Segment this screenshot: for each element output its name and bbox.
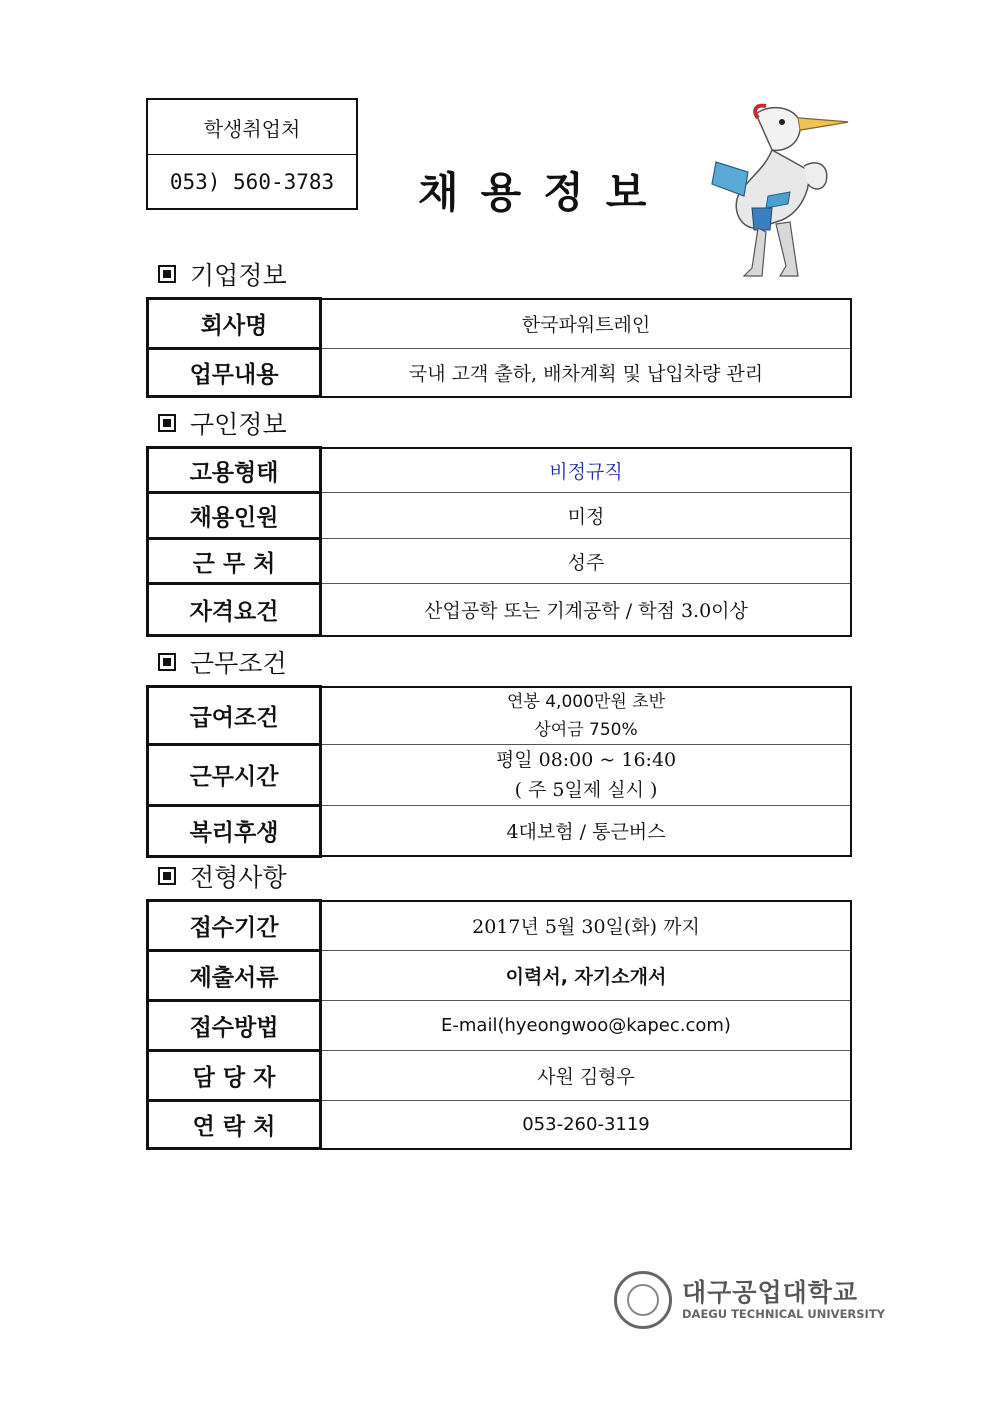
conditions-table <box>146 685 852 858</box>
row-label: 급여조건 <box>148 687 321 745</box>
table-row <box>148 744 852 805</box>
row-label: 담 당 자 <box>148 1051 321 1101</box>
value-line: 연봉 4,000만원 초반 <box>506 691 665 712</box>
section-heading-text: 구인정보 <box>190 410 287 439</box>
row-value <box>321 687 852 745</box>
row-label: 근무시간 <box>148 744 321 805</box>
table-row <box>148 539 852 584</box>
contact-label: 학생취업처 <box>148 100 356 155</box>
section-heading-conditions <box>158 644 287 680</box>
row-label: 복리후생 <box>148 805 321 856</box>
row-label: 채용인원 <box>148 493 321 539</box>
row-value: E-mail(hyeongwoo@kapec.com) <box>321 1001 852 1051</box>
university-logo <box>614 1271 885 1329</box>
square-bullet-icon <box>158 265 176 283</box>
table-row <box>148 349 852 397</box>
row-value: 이력서, 자기소개서 <box>321 951 852 1001</box>
section-heading-process <box>158 858 287 894</box>
value-line: 상여금 750% <box>534 719 638 740</box>
row-value: 미정 <box>321 493 852 539</box>
row-label: 제출서류 <box>148 951 321 1001</box>
row-value <box>321 744 852 805</box>
section-heading-company <box>158 256 287 292</box>
row-label: 근 무 처 <box>148 539 321 584</box>
section-heading-text: 기업정보 <box>190 261 287 290</box>
section-heading-text: 근무조건 <box>190 649 287 678</box>
university-name-ko: 대구공업대학교 <box>682 1277 859 1307</box>
square-bullet-icon <box>158 653 176 671</box>
row-label: 연 락 처 <box>148 1101 321 1149</box>
row-value: 산업공학 또는 기계공학 / 학점 3.0이상 <box>321 584 852 636</box>
mascot-crane-image <box>708 100 850 288</box>
square-bullet-icon <box>158 867 176 885</box>
row-label: 회사명 <box>148 299 321 349</box>
row-value: 국내 고객 출하, 배차계획 및 납입차량 관리 <box>321 349 852 397</box>
company-table <box>146 297 852 398</box>
table-row <box>148 805 852 856</box>
process-table <box>146 899 852 1150</box>
row-value: 사원 김형우 <box>321 1051 852 1101</box>
section-heading-text: 전형사항 <box>190 863 287 892</box>
row-label: 접수기간 <box>148 901 321 951</box>
table-row <box>148 901 852 951</box>
section-heading-recruit <box>158 405 287 441</box>
table-row <box>148 493 852 539</box>
table-row <box>148 1101 852 1149</box>
table-row <box>148 448 852 493</box>
row-value: 4대보험 / 통근버스 <box>321 805 852 856</box>
row-value: 성주 <box>321 539 852 584</box>
university-name-en: DAEGU TECHNICAL UNIVERSITY <box>682 1306 886 1321</box>
row-label: 고용형태 <box>148 448 321 493</box>
row-label: 자격요건 <box>148 584 321 636</box>
row-value: 2017년 5월 30일(화) 까지 <box>321 901 852 951</box>
row-value: 비정규직 <box>321 448 852 493</box>
table-row <box>148 1051 852 1101</box>
page-title: 채용정보 <box>418 168 669 217</box>
table-row <box>148 951 852 1001</box>
contact-phone: 053) 560-3783 <box>169 170 335 194</box>
contact-box <box>146 98 358 210</box>
table-row <box>148 687 852 745</box>
table-row <box>148 1001 852 1051</box>
value-line: 평일 08:00 ~ 16:40 <box>495 748 677 771</box>
table-row <box>148 299 852 349</box>
recruit-table <box>146 446 852 637</box>
table-row <box>148 584 852 636</box>
row-value: 053-260-3119 <box>321 1101 852 1149</box>
row-value: 한국파워트레인 <box>321 299 852 349</box>
square-bullet-icon <box>158 414 176 432</box>
value-line: ( 주 5일제 실시 ) <box>514 778 658 801</box>
university-seal-icon <box>614 1271 672 1329</box>
row-label: 접수방법 <box>148 1001 321 1051</box>
row-label: 업무내용 <box>148 349 321 397</box>
